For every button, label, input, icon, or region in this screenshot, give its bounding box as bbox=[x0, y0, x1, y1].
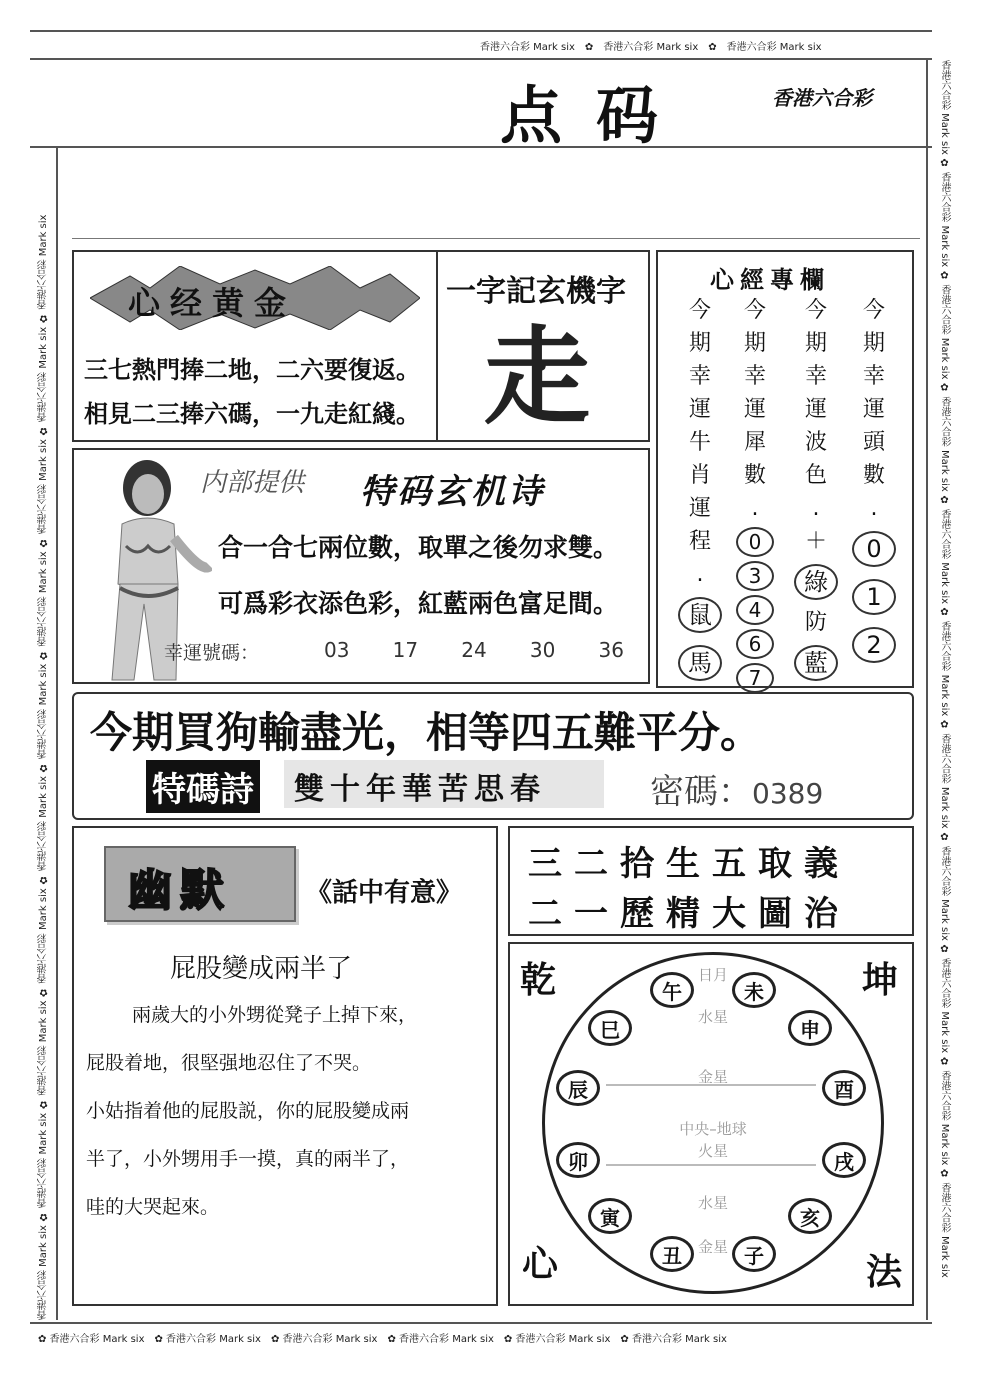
zodiac-branch: 辰 bbox=[556, 1070, 600, 1106]
xinjing-column-box bbox=[656, 250, 914, 688]
head-circle: 1 bbox=[852, 579, 896, 615]
head-circle: 0 bbox=[852, 531, 896, 567]
tail-circle: 3 bbox=[736, 561, 774, 591]
zodiac-branch: 子 bbox=[732, 1236, 776, 1272]
wheel-corner-kun: 坤 bbox=[862, 959, 899, 1001]
wheel-label: 日月 bbox=[697, 966, 728, 984]
wheel-label: 火星 bbox=[697, 1142, 728, 1160]
zodiac-branch: 巳 bbox=[588, 1010, 632, 1046]
humor-logo-text: 幽默 bbox=[128, 865, 232, 916]
zodiac-branch: 亥 bbox=[788, 1198, 832, 1234]
zodiac-branch: 午 bbox=[650, 972, 694, 1008]
humor-line: 哇的大哭起來。 bbox=[86, 1196, 220, 1218]
header-subtitle: 香港六合彩 bbox=[772, 86, 872, 110]
lucky-number: 24 bbox=[461, 638, 487, 662]
humor-box bbox=[72, 826, 498, 1306]
zodiac-branch: 寅 bbox=[588, 1198, 632, 1234]
tail-circle: 4 bbox=[736, 595, 774, 625]
bottom-watermark-strip: ✿ 香港六合彩 Mark six ✿ 香港六合彩 Mark six ✿ 香港六合彩 Mark six ✿ 香港六合彩 Mark six ✿ 香港六合彩 Mark six ✿ 香港六合彩 Mark six bbox=[38, 1334, 727, 1345]
column-wave-color: 今 期 幸 運 波 色 . ＋ 綠 防 藍 bbox=[794, 294, 838, 687]
top-watermark-strip: 香港六合彩 Mark six ✿ 香港六合彩 Mark six ✿ 香港六合彩 Mark six bbox=[480, 42, 822, 53]
page-title: 点码 bbox=[500, 79, 693, 152]
code-value: 0389 bbox=[752, 777, 824, 810]
verse-line-2: 二一歷精大圖治 bbox=[528, 894, 850, 934]
zodiac-branch: 未 bbox=[732, 972, 776, 1008]
watermark-text: 香港六合彩 Mark six bbox=[726, 42, 822, 53]
color-circle: 綠 bbox=[794, 564, 838, 600]
yizi-title: 一字記玄機字 bbox=[446, 274, 626, 309]
column-zodiac: 今 期 幸 運 牛 肖 運 程 . 鼠 馬 bbox=[678, 294, 722, 687]
zodiac-branch: 卯 bbox=[556, 1142, 600, 1178]
wheel-label: 水星 bbox=[697, 1194, 728, 1212]
banner-tag: 特碼詩 bbox=[146, 760, 260, 813]
humor-title: 屁股變成兩半了 bbox=[170, 954, 353, 984]
frame-line-top bbox=[30, 30, 932, 32]
starburst-banner bbox=[90, 266, 420, 330]
huangjin-title: 心经黄金 bbox=[128, 284, 297, 322]
frame-line-left bbox=[56, 146, 58, 1320]
yizi-box bbox=[436, 250, 650, 442]
wheel-corner-fa: 法 bbox=[866, 1251, 903, 1293]
humor-line: 半了，小外甥用手一摸，真的兩半了， bbox=[86, 1148, 410, 1170]
tail-circle: 0 bbox=[736, 527, 774, 557]
code-label: 密碼： bbox=[650, 772, 752, 812]
humor-logo bbox=[104, 846, 296, 922]
column-title: 心經專欄 bbox=[710, 265, 830, 294]
banner-box bbox=[72, 692, 914, 820]
frame-line-header bbox=[30, 58, 932, 60]
humor-line: 屁股着地，很堅强地忍住了不哭。 bbox=[86, 1052, 372, 1074]
wheel-corner-xin: 心 bbox=[522, 1243, 559, 1285]
wheel-box bbox=[508, 942, 914, 1306]
verse-box bbox=[508, 826, 914, 936]
humor-line: 兩歲大的小外甥從凳子上掉下來， bbox=[132, 1004, 418, 1026]
frame-line-right bbox=[926, 60, 928, 1320]
frame-line-header-bottom bbox=[30, 146, 932, 148]
column-tail-number: 今 期 幸 運 犀 數 . 0 3 4 6 7 bbox=[736, 294, 774, 695]
humor-line: 小姑指着他的屁股説，你的屁股變成兩 bbox=[86, 1100, 410, 1122]
color-circle: 藍 bbox=[794, 645, 838, 681]
poem-label: 内部提供 bbox=[200, 468, 305, 498]
right-watermark-strip: 香港六合彩 Mark six ✿ 香港六合彩 Mark six ✿ 香港六合彩 Mark six ✿ 香港六合彩 Mark six ✿ 香港六合彩 Mark six ✿ 香港六合彩 Mark six ✿ 香港六合彩 Mark six ✿ 香港六合彩 Mark six ✿ 香港六合彩 Mark six ✿ 香港六合彩 Mark six ✿ 香港六合彩 Mark six bbox=[939, 60, 950, 1278]
left-watermark-strip: 香港六合彩 Mark six ✿ 香港六合彩 Mark six ✿ 香港六合彩 Mark six ✿ 香港六合彩 Mark six ✿ 香港六合彩 Mark six ✿ 香港六合彩 Mark six ✿ 香港六合彩 Mark six ✿ 香港六合彩 Mark six ✿ 香港六合彩 Mark six ✿ 香港六合彩 Mark six bbox=[38, 214, 49, 1320]
zodiac-branch: 申 bbox=[788, 1010, 832, 1046]
wheel-corner-qian: 乾 bbox=[520, 959, 557, 1001]
wheel-guide bbox=[606, 1164, 816, 1166]
lucky-label: 幸運號碼： bbox=[164, 642, 260, 664]
guard-label: 防 bbox=[804, 610, 827, 635]
watermark-text: 香港六合彩 Mark six bbox=[480, 42, 575, 53]
poem-line-1: 合一合七兩位數，取單之後勿求雙。 bbox=[218, 533, 619, 562]
yizi-char: 走 bbox=[484, 314, 590, 439]
wheel-label: 金星 bbox=[697, 1068, 728, 1086]
zodiac-circle: 鼠 bbox=[678, 597, 722, 633]
lucky-numbers bbox=[324, 638, 624, 662]
code-wrap bbox=[650, 764, 823, 813]
humor-subtitle: 《話中有意》 bbox=[306, 878, 463, 908]
column-head-number: 今 期 幸 運 頭 數 . 0 1 2 bbox=[852, 294, 896, 669]
watermark-text: 香港六合彩 Mark six bbox=[603, 42, 699, 53]
lucky-number: 30 bbox=[529, 638, 556, 662]
huangjin-line-1: 三七熱門捧二地，二六要復返。 bbox=[84, 355, 420, 384]
tail-circle: 7 bbox=[736, 663, 774, 693]
banner-headline: 今期買狗輸盡光，相等四五難平分。 bbox=[90, 708, 763, 757]
head-circle: 2 bbox=[852, 627, 896, 663]
verse-line-1: 三二拾生五取義 bbox=[528, 844, 850, 884]
wheel-label: 中央–地球 bbox=[679, 1120, 747, 1138]
content-divider bbox=[72, 238, 920, 239]
zodiac-branch: 丑 bbox=[650, 1236, 694, 1272]
zodiac-branch: 酉 bbox=[822, 1070, 866, 1106]
lucky-number: 17 bbox=[392, 638, 419, 662]
frame-line-bottom bbox=[30, 1322, 932, 1324]
huangjin-line-2: 相見二三捧六碼，一九走紅綫。 bbox=[84, 399, 420, 428]
wheel-label: 金星 bbox=[697, 1238, 728, 1256]
tail-circle: 6 bbox=[736, 629, 774, 659]
zodiac-branch: 戌 bbox=[822, 1142, 866, 1178]
lucky-number: 03 bbox=[324, 638, 350, 662]
xinjing-huangjin-box bbox=[72, 250, 438, 442]
zodiac-circle: 馬 bbox=[678, 645, 722, 681]
poem-line-2: 可爲彩衣添色彩，紅藍兩色富足間。 bbox=[218, 589, 619, 618]
lucky-number: 36 bbox=[598, 638, 624, 662]
wheel-label: 水星 bbox=[697, 1008, 728, 1026]
poem-box bbox=[72, 448, 650, 684]
poem-title: 特码玄机诗 bbox=[360, 472, 545, 512]
banner-poem: 雙十年華苦思春 bbox=[284, 760, 604, 808]
